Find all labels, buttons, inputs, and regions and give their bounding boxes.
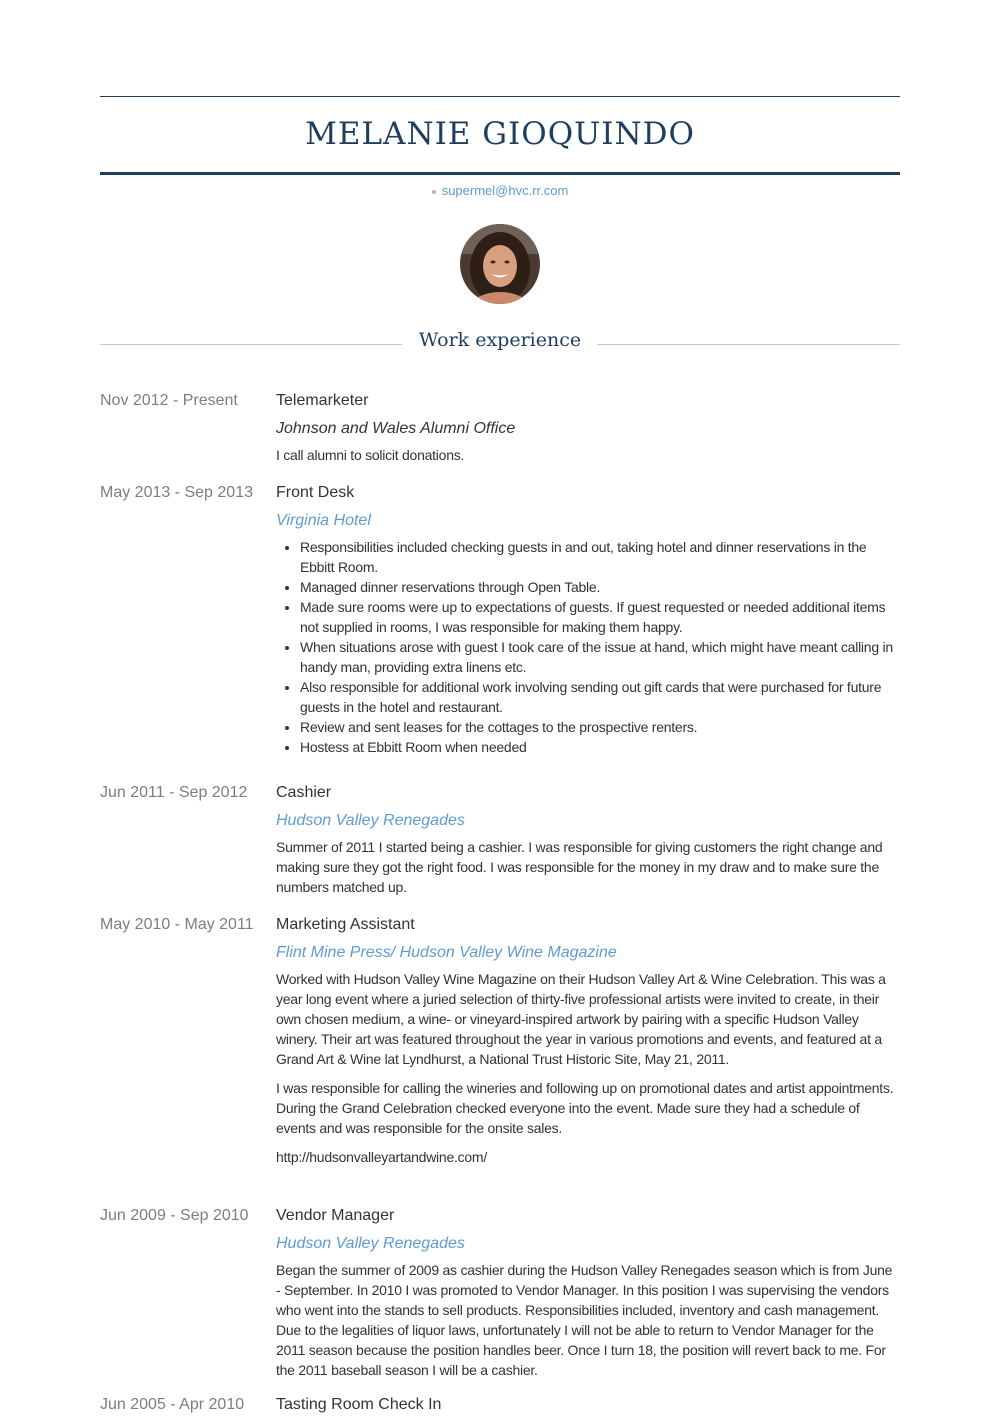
contact-line [100, 182, 900, 200]
email-link[interactable]: supermel@hvc.rr.com [441, 183, 569, 198]
description-paragraph: Worked with Hudson Valley Wine Magazine on their Hudson Valley Art & Wine Celebration. This was a year long event where a juried selection of thirty-five professional artists were invited to create, in their own chosen medium, a wine- or vineyard-inspired artwork by pairing with a specific Hudson Valley winery. Their art was featured throughout the year in various promotions and events, and featured at a Grand Art & Wine lat Lyndhurst, a National Trust Historic Site, May 21, 2011. [276, 971, 886, 1067]
company-link[interactable]: Flint Mine Press/ Hudson Valley Wine Magazine [276, 944, 617, 961]
job-title: Cashier [276, 784, 332, 801]
job-title: Telemarketer [276, 392, 369, 409]
company-name: Johnson and Wales Alumni Office [276, 420, 516, 437]
job-title: Marketing Assistant [276, 916, 415, 933]
job-title: Vendor Manager [276, 1207, 395, 1224]
entry-body [276, 1205, 900, 1389]
description-paragraph: Began the summer of 2009 as cashier during the Hudson Valley Renegades season which is from June - September. In 2010 I was promoted to Vendor Manager. In this position I was supervising the vendors who went into the stands to sell products. Responsibilities included, inventory and cash management. Due to the legalities of liquor laws, unfortunately I will not be able to return to Vendor Manager for the 2011 season because the position handles beer. Once I turn 18, the position will revert back to me. For the 2011 baseball season I will be a cashier. [276, 1262, 893, 1378]
entry-date: May 2013 - Sep 2013 [100, 484, 253, 501]
entry-description [276, 445, 900, 465]
job-title: Front Desk [276, 484, 355, 501]
list-item: • Also responsible for additional work involving sending out gift cards that were purchased for future guests in the hotel and restaurant. [300, 677, 900, 717]
entry-description [276, 837, 900, 897]
entry-date: Jun 2011 - Sep 2012 [100, 784, 248, 801]
entry-date: Jun 2005 - Apr 2010 [100, 1396, 245, 1413]
avatar [460, 224, 540, 304]
entry-date: Jun 2009 - Sep 2010 [100, 1207, 249, 1224]
entry-body [276, 482, 900, 757]
responsibilities-list [276, 537, 900, 757]
entry-body [276, 1394, 900, 1416]
entry-description [276, 969, 900, 1167]
entry-description [276, 1260, 900, 1380]
list-item: • Managed dinner reservations through Open Table. [300, 577, 900, 597]
section-title: Work experience [418, 329, 582, 351]
work-experience-heading [100, 326, 900, 356]
list-item: • Responsibilities included checking guests in and out, taking hotel and dinner reservations in the Ebbitt Room. [300, 537, 900, 577]
job-title: Tasting Room Check In [276, 1396, 442, 1413]
bullet-dot-icon [432, 190, 436, 194]
header-top-rule [100, 96, 900, 97]
list-item: • Review and sent leases for the cottages to the prospective renters. [300, 717, 900, 737]
description-paragraph: http://hudsonvalleyartandwine.com/ [276, 1149, 487, 1165]
candidate-name: MELANIE GIOQUINDO [305, 116, 695, 152]
list-item: • Made sure rooms were up to expectations of guests. If guest requested or needed additional items not supplied in rooms, I was responsible for making them happy. [300, 597, 900, 637]
entry-body [276, 390, 900, 474]
entry-body [276, 782, 900, 906]
description-paragraph: I was responsible for calling the wineries and following up on promotional dates and artist appointments. During the Grand Celebration checked everyone into the event. Made sure they had a schedule of events and was responsible for the onsite sales. [276, 1080, 894, 1136]
company-link[interactable]: Virginia Hotel [276, 512, 371, 529]
entry-body [276, 914, 900, 1176]
company-link[interactable]: Hudson Valley Renegades [276, 812, 465, 829]
entry-description [276, 537, 900, 757]
list-item: • Hostess at Ebbitt Room when needed [300, 737, 900, 757]
description-paragraph: Summer of 2011 I started being a cashier. I was responsible for giving customers the right change and making sure they got the right food. I was responsible for the money in my draw and to make sure the numbers matched up. [276, 839, 883, 895]
list-item: • When situations arose with guest I took care of the issue at hand, which might have meant calling in handy man, providing extra linens etc. [300, 637, 900, 677]
entry-date: May 2010 - May 2011 [100, 916, 254, 933]
description-paragraph: I call alumni to solicit donations. [276, 447, 465, 463]
avatar-photo [460, 224, 540, 304]
company-link[interactable]: Hudson Valley Renegades [276, 1235, 465, 1252]
header-bottom-rule [100, 172, 900, 175]
entry-date: Nov 2012 - Present [100, 392, 238, 409]
